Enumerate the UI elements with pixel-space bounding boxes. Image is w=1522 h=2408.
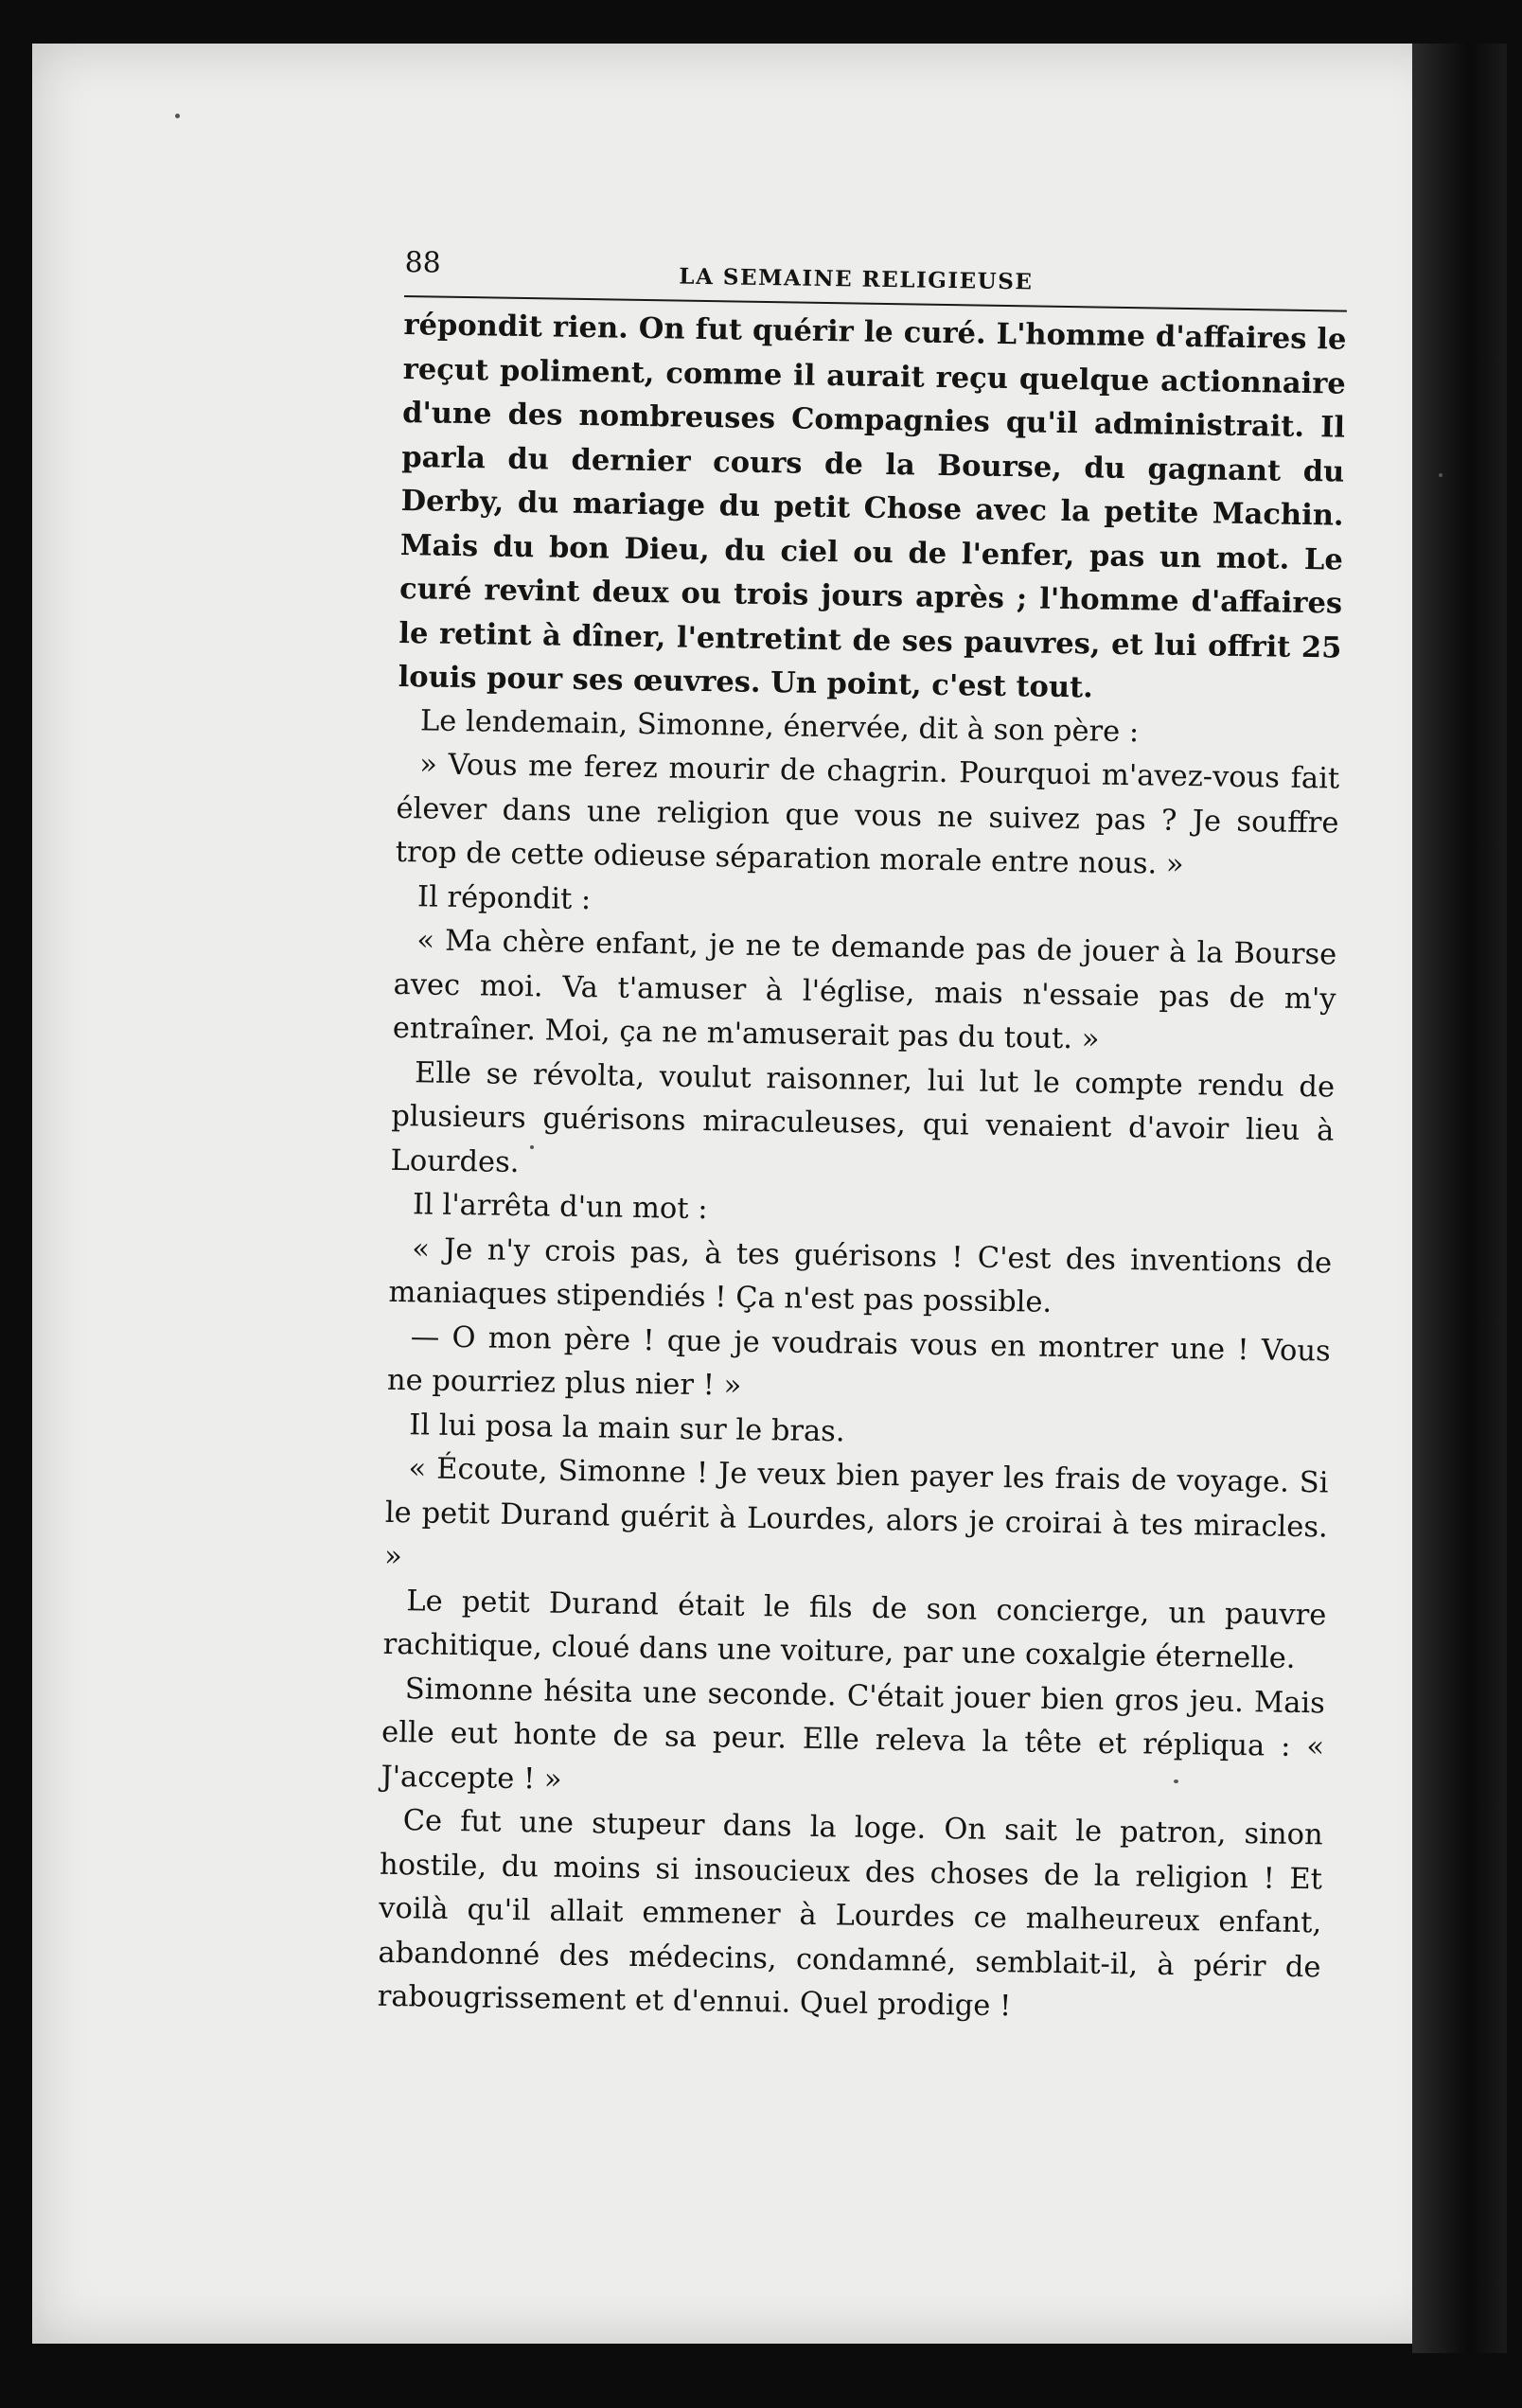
paragraph: Il lui posa la main sur le bras. [409,1408,845,1448]
paragraph: Le lendemain, Simonne, énervée, dit à son père : [419,703,1140,749]
paragraph: Il répondit : [416,879,592,916]
paragraph: Ce fut une stupeur dans la loge. On sait le patron, sinon hostile, du moins si insoucieux des choses de la religion ! Et voilà qu'il allait emmener à Lourdes ce malheureux enfant, abandonné des médecins, condamné, semblait-il, à périr de rabougrissement et d'ennui. Quel prodige ! [377,1804,1323,2024]
paragraph: » Vous me ferez mourir de chagrin. Pourquoi m'avez-vous fait élever dans une religion que vous ne suivez pas ? Je souffre trop de cette odieuse séparation morale entre nous. » [395,748,1340,882]
paragraph: Simonne hésita une seconde. C'était jouer bien gros jeu. Mais elle eut honte de sa peur. Elle releva la tête et répliqua : « J'accepte ! » [380,1672,1326,1797]
paragraph: « Écoute, Simonne ! Je veux bien payer les frais de voyage. Si le petit Durand guérit à Lourdes, alors je croirai à tes miracles. » [383,1452,1329,1574]
page-gutter-shadow [1412,44,1507,2353]
dust-speck [1439,473,1442,477]
paragraph: « Ma chère enfant, je ne te demande pas de jouer à la Bourse avec moi. Va t'amuser à l'église, mais n'essaie pas de m'y entraîner. Moi, ça ne m'amuserait pas du tout. » [392,924,1337,1056]
paragraph: — O mon père ! que je voudrais vous en montrer une ! Vous ne pourriez plus nier ! » [386,1319,1331,1403]
page-content [376,239,1348,2108]
paragraph: « Je n'y crois pas, à tes guérisons ! C'est des inventions de maniaques stipendiés ! Ça n'est pas possible. [388,1231,1333,1319]
body-text [377,303,1346,2034]
dust-speck [175,114,180,118]
running-title: LA SEMAINE RELIGIEUSE [679,263,1034,295]
paragraph: Il l'arrêta d'un mot : [412,1188,708,1227]
paragraph: Le petit Durand était le fils de son concierge, un pauvre rachitique, cloué dans une voiture, par une coxalgie éternelle. [382,1584,1327,1675]
paragraph: répondit rien. On fut quérir le curé. L'homme d'affaires le reçut poliment, comme il aurait reçu quelque actionnaire d'une des nombreuses Compagnies qu'il administrait. Il parla du dernier cours de la Bourse, du gagnant du Derby, du mariage du petit Chose avec la petite Machin. Mais du bon Dieu, du ciel ou de l'enfer, pas un mot. Le curé revint deux ou trois jours après ; l'homme d'affaires le retint à dîner, l'entretint de ses pauvres, et lui offrit 25 louis pour ses œuvres. Un point, c'est tout. [398,307,1347,705]
page-number: 88 [404,245,442,280]
paragraph: Elle se révolta, voulut raisonner, lui lut le compte rendu de plusieurs guérisons miraculeuses, qui venaient d'avoir lieu à Lourdes. [390,1055,1336,1179]
